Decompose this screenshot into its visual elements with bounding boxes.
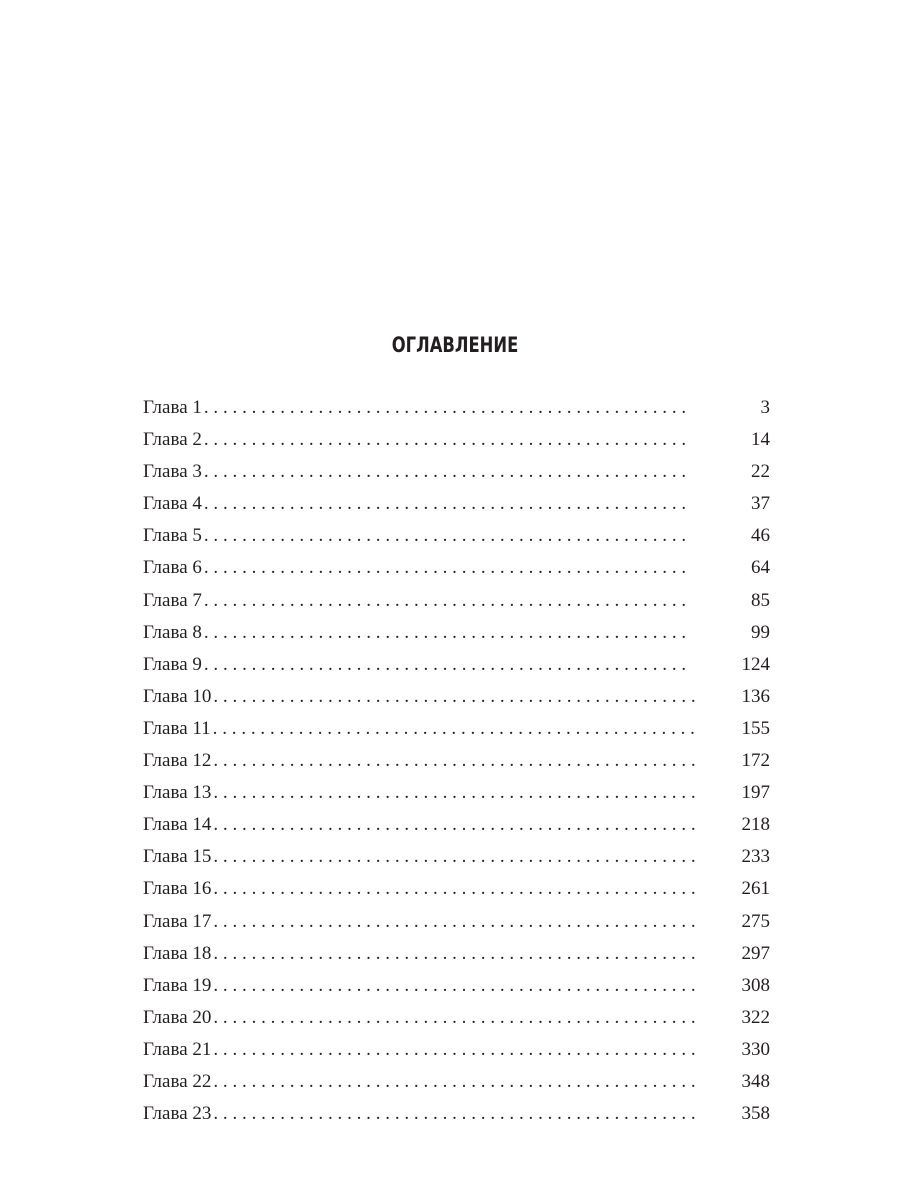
dot-leader: ...................................................: [203, 525, 691, 547]
chapter-label: Глава 11: [143, 717, 211, 739]
toc-entry: [143, 520, 770, 552]
chapter-label: Глава 15: [143, 846, 212, 868]
toc-entry: [143, 713, 770, 745]
page-number: 233: [741, 846, 770, 868]
toc-entry: [143, 649, 770, 681]
page-number: 14: [751, 429, 770, 451]
toc-entry: [143, 424, 770, 456]
table-of-contents: [143, 392, 770, 1130]
page-number: 85: [751, 589, 770, 611]
chapter-label: Глава 23: [143, 1103, 212, 1125]
dot-leader: ...................................................: [212, 717, 700, 739]
dot-leader: ...................................................: [213, 814, 701, 836]
toc-entry: [143, 1034, 770, 1066]
chapter-label: Глава 17: [143, 910, 212, 932]
dot-leader: ...................................................: [213, 846, 701, 868]
dot-leader: ...................................................: [213, 782, 701, 804]
page-number: 64: [751, 557, 770, 579]
chapter-label: Глава 22: [143, 1070, 212, 1092]
dot-leader: ...................................................: [213, 1038, 701, 1060]
page-number: 197: [741, 782, 770, 804]
dot-leader: ...................................................: [203, 621, 691, 643]
chapter-label: Глава 12: [143, 750, 212, 772]
toc-entry: [143, 681, 770, 713]
chapter-label: Глава 4: [143, 493, 202, 515]
dot-leader: ...................................................: [203, 653, 691, 675]
dot-leader: ...................................................: [213, 685, 701, 707]
toc-entry: [143, 1002, 770, 1034]
chapter-label: Глава 16: [143, 878, 212, 900]
toc-entry: [143, 552, 770, 584]
dot-leader: ...................................................: [213, 1103, 701, 1125]
dot-leader: ...................................................: [203, 461, 691, 483]
page-number: 322: [741, 1006, 770, 1028]
page-number: 358: [741, 1103, 770, 1125]
page-number: 3: [760, 397, 770, 418]
page-number: 348: [741, 1070, 770, 1092]
dot-leader: ...................................................: [213, 750, 701, 772]
page-title: ОГЛАВЛЕНИЕ: [391, 333, 519, 357]
chapter-label: Глава 2: [143, 429, 202, 451]
page-number: 37: [751, 493, 770, 515]
chapter-label: Глава 8: [143, 621, 202, 643]
chapter-label: Глава 10: [143, 685, 212, 707]
chapter-label: Глава 19: [143, 974, 212, 996]
toc-entry: [143, 873, 770, 905]
page-number: 124: [741, 653, 770, 675]
page-number: 308: [741, 974, 770, 996]
page-number: 172: [741, 750, 770, 772]
dot-leader: ...................................................: [203, 397, 691, 418]
chapter-label: Глава 1: [143, 397, 202, 418]
chapter-label: Глава 14: [143, 814, 212, 836]
chapter-label: Глава 3: [143, 461, 202, 483]
chapter-label: Глава 6: [143, 557, 202, 579]
page-number: 330: [741, 1038, 770, 1060]
toc-entry: [143, 488, 770, 520]
page-number: 46: [751, 525, 770, 547]
toc-entry: [143, 809, 770, 841]
toc-entry: [143, 841, 770, 873]
dot-leader: ...................................................: [213, 1070, 701, 1092]
toc-entry: [143, 392, 770, 424]
chapter-label: Глава 13: [143, 782, 212, 804]
page-number: 99: [751, 621, 770, 643]
toc-entry: [143, 1098, 770, 1130]
page-number: 275: [741, 910, 770, 932]
chapter-label: Глава 18: [143, 942, 212, 964]
dot-leader: ...................................................: [213, 974, 701, 996]
chapter-label: Глава 9: [143, 653, 202, 675]
dot-leader: ...................................................: [203, 429, 691, 451]
toc-entry: [143, 745, 770, 777]
toc-entry: [143, 777, 770, 809]
dot-leader: ...................................................: [213, 1006, 701, 1028]
toc-entry: [143, 617, 770, 649]
toc-entry: [143, 906, 770, 938]
page-number: 155: [741, 717, 770, 739]
toc-entry: [143, 585, 770, 617]
chapter-label: Глава 5: [143, 525, 202, 547]
dot-leader: ...................................................: [213, 910, 701, 932]
dot-leader: ...................................................: [203, 589, 691, 611]
page-number: 297: [741, 942, 770, 964]
page-number: 261: [741, 878, 770, 900]
chapter-label: Глава 7: [143, 589, 202, 611]
toc-entry: [143, 456, 770, 488]
page-number: 22: [751, 461, 770, 483]
dot-leader: ...................................................: [203, 493, 691, 515]
chapter-label: Глава 21: [143, 1038, 212, 1060]
toc-entry: [143, 970, 770, 1002]
chapter-label: Глава 20: [143, 1006, 212, 1028]
dot-leader: ...................................................: [213, 942, 701, 964]
dot-leader: ...................................................: [213, 878, 701, 900]
page-number: 218: [741, 814, 770, 836]
page-number: 136: [741, 685, 770, 707]
toc-entry: [143, 1066, 770, 1098]
toc-entry: [143, 938, 770, 970]
dot-leader: ...................................................: [203, 557, 691, 579]
